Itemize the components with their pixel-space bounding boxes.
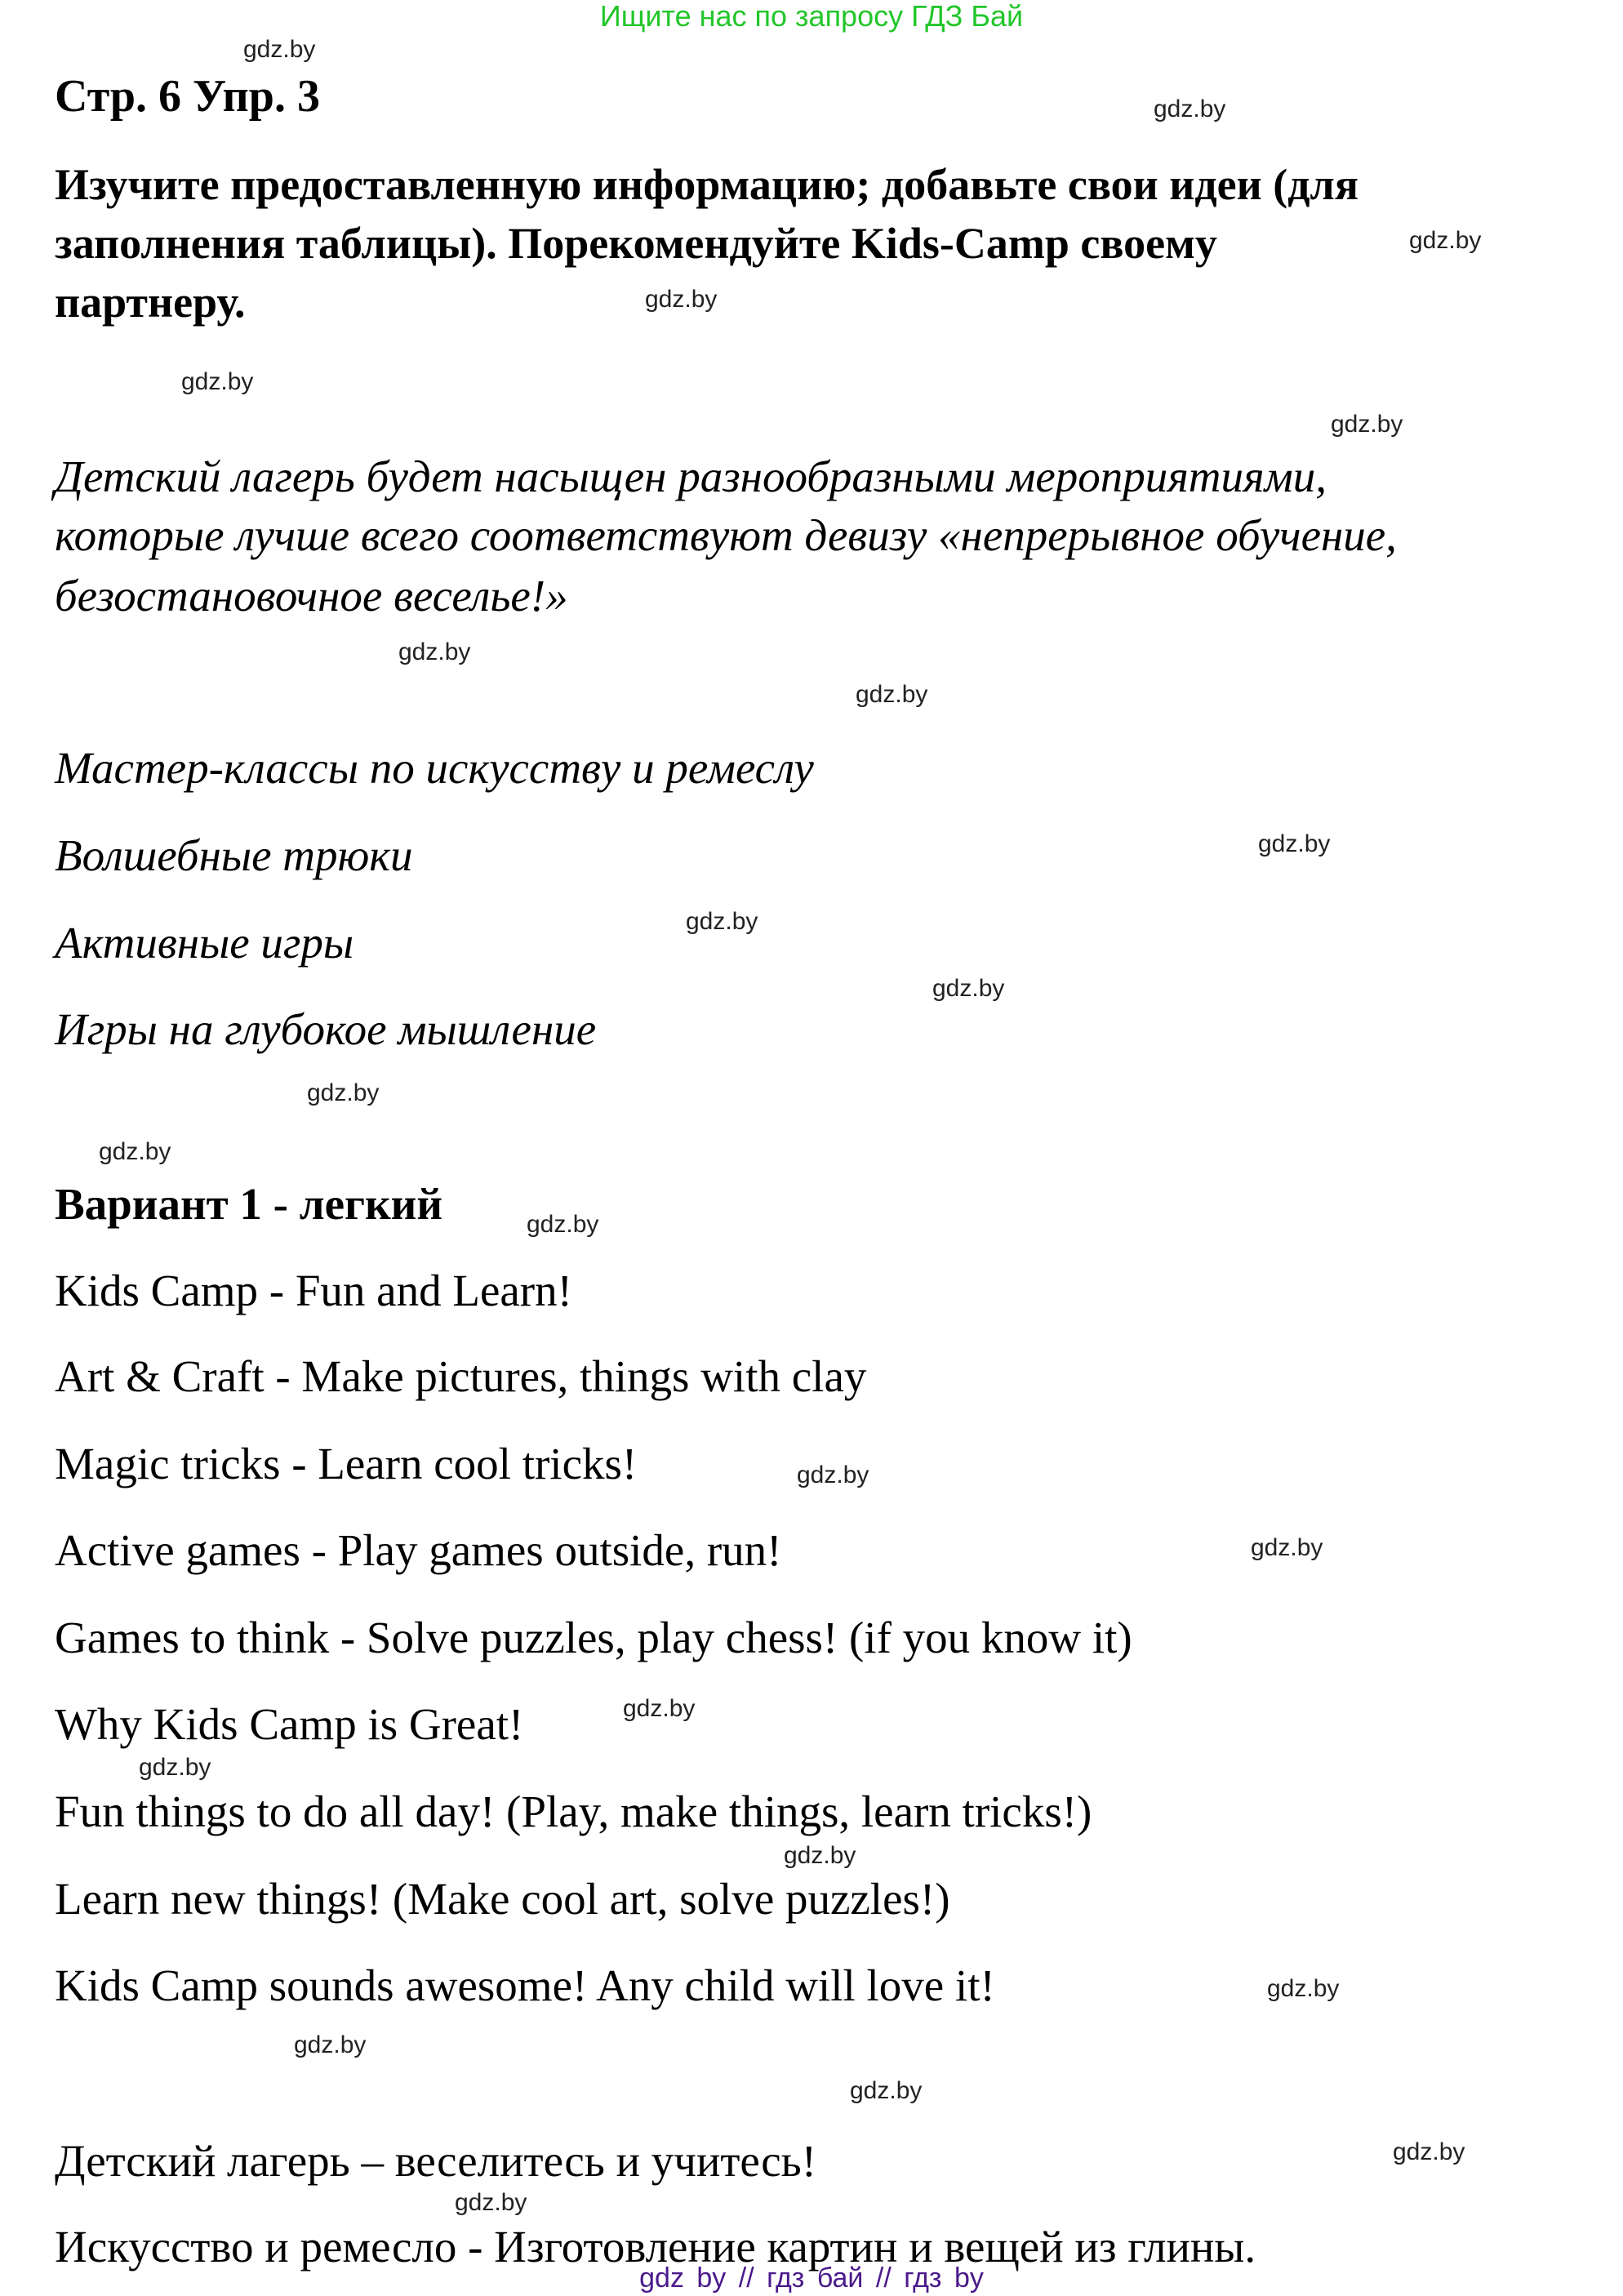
variant-line: Magic tricks - Learn cool tricks! (55, 1439, 638, 1488)
watermark: gdz.by (294, 2031, 367, 2058)
translation-line: Детский лагерь – веселитесь и учитесь! (55, 2136, 817, 2186)
watermark: gdz.by (784, 1842, 856, 1869)
intro-line-3: безостановочное веселье!» (55, 571, 568, 621)
watermark: gdz.by (645, 286, 718, 313)
watermark: gdz.by (1258, 830, 1331, 857)
watermark: gdz.by (856, 681, 928, 708)
watermark: gdz.by (1393, 2138, 1465, 2165)
activity-item: Мастер-классы по искусству и ремеслу (55, 743, 814, 793)
watermark: gdz.by (139, 1754, 211, 1781)
watermark: gdz.by (1154, 96, 1226, 122)
watermark: gdz.by (623, 1695, 696, 1722)
variant-line: Kids Camp - Fun and Learn! (55, 1266, 572, 1315)
watermark: gdz.by (797, 1462, 869, 1488)
activity-item: Волшебные трюки (55, 830, 413, 880)
activity-item: Активные игры (55, 918, 354, 968)
watermark: gdz.by (307, 1079, 380, 1106)
task-line-1: Изучите предоставленную информацию; добавьте свои идеи (для (55, 160, 1359, 209)
translation-line: Искусство и ремесло - Изготовление картин и вещей из глины. (55, 2222, 1256, 2272)
footer-links[interactable]: gdz by // гдз бай // гдз by (639, 2263, 984, 2294)
intro-line-1: Детский лагерь будет насыщен разнообразными мероприятиями, (55, 452, 1327, 501)
watermark: gdz.by (243, 36, 316, 63)
watermark: gdz.by (1251, 1534, 1323, 1561)
watermark: gdz.by (1331, 411, 1403, 438)
variant-line: Learn new things! (Make cool art, solve puzzles!) (55, 1874, 950, 1924)
variant-line: Games to think - Solve puzzles, play chess! (if you know it) (55, 1613, 1132, 1662)
watermark: gdz.by (455, 2189, 527, 2216)
watermark: gdz.by (398, 639, 471, 665)
watermark: gdz.by (527, 1211, 599, 1238)
variant-line: Active games - Play games outside, run! (55, 1525, 782, 1575)
variant-line: Fun things to do all day! (Play, make things, learn tricks!) (55, 1787, 1092, 1836)
variant-line: Why Kids Camp is Great! (55, 1699, 524, 1749)
watermark: gdz.by (686, 908, 758, 935)
watermark: gdz.by (99, 1138, 171, 1165)
variant-line: Art & Craft - Make pictures, things with clay (55, 1351, 867, 1401)
watermark: gdz.by (1409, 227, 1482, 254)
watermark: gdz.by (1267, 1975, 1340, 2002)
variant-title: Вариант 1 - легкий (55, 1179, 443, 1229)
page-title: Стр. 6 Упр. 3 (55, 71, 320, 122)
search-banner[interactable]: Ищите нас по запросу ГДЗ Бай (599, 0, 1024, 33)
activity-item: Игры на глубокое мышление (55, 1004, 597, 1054)
watermark: gdz.by (181, 368, 254, 395)
task-line-3: партнеру. (55, 278, 246, 327)
variant-line: Kids Camp sounds awesome! Any child will love it! (55, 1960, 995, 2010)
task-line-2: заполнения таблицы). Порекомендуйте Kids-Camp своему (55, 219, 1217, 268)
watermark: gdz.by (932, 975, 1005, 1002)
watermark: gdz.by (850, 2077, 923, 2104)
intro-line-2: которые лучше всего соответствуют девизу «непрерывное обучение, (55, 510, 1397, 560)
